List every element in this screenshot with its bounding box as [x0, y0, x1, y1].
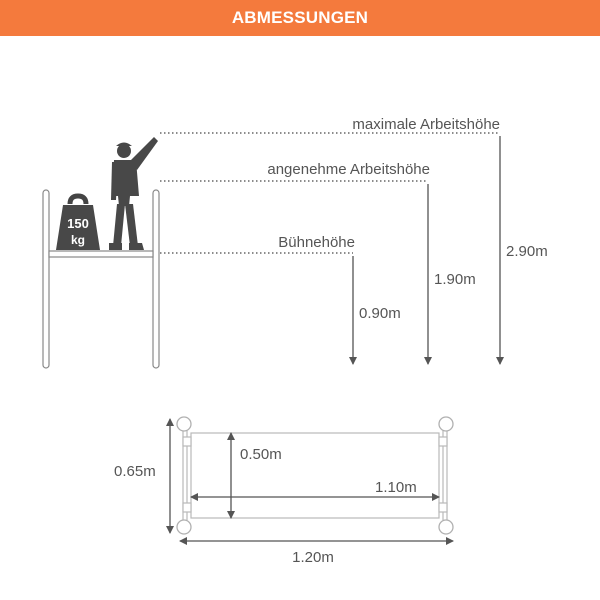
weight-value: 150: [67, 216, 89, 231]
platform-frame: [43, 190, 159, 368]
weight-icon: [56, 196, 100, 250]
worker-icon: [109, 137, 158, 250]
measure-outer-length: 1.20m: [292, 549, 334, 566]
measure-comfort-height: 1.90m: [434, 271, 476, 288]
measure-inner-width: 0.50m: [240, 446, 282, 463]
measure-inner-length: 1.10m: [375, 479, 417, 496]
caster-wheels: [177, 417, 453, 534]
measure-platform-height: 0.90m: [359, 305, 401, 322]
measure-max-height: 2.90m: [506, 243, 548, 260]
level-label-max: maximale Arbeitshöhe: [352, 116, 500, 133]
measure-outer-width: 0.65m: [114, 463, 156, 480]
header-title: ABMESSUNGEN: [231, 8, 369, 27]
level-label-platform: Bühnehöhe: [278, 234, 355, 251]
weight-unit: kg: [70, 233, 86, 247]
top-view-frame: [183, 430, 447, 520]
level-label-comfort: angenehme Arbeitshöhe: [267, 161, 430, 178]
